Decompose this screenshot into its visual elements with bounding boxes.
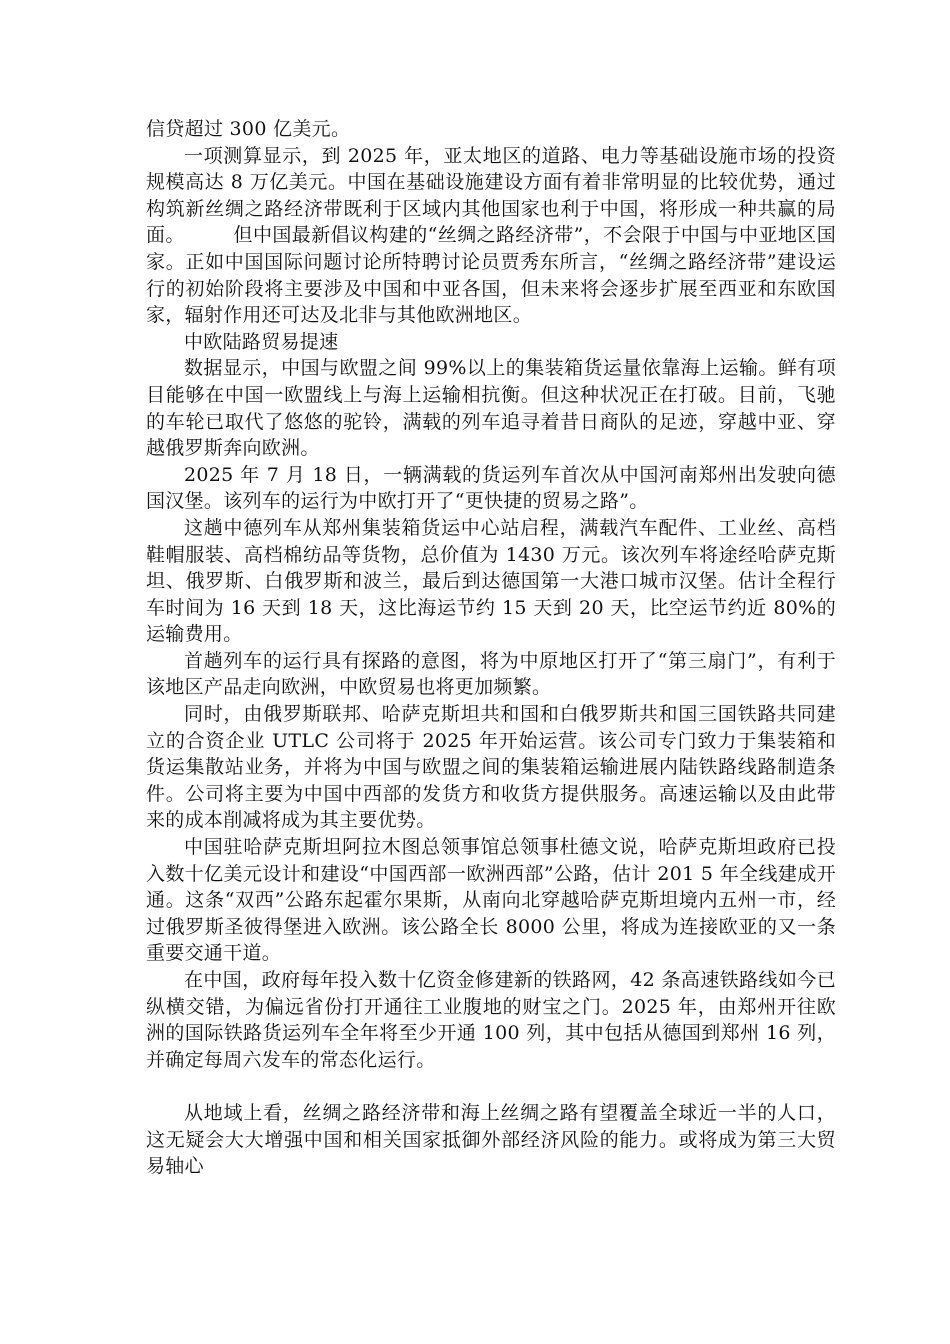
paragraph: 中国驻哈萨克斯坦阿拉木图总领事馆总领事杜德文说，哈萨克斯坦政府已投入数十亿美元设计和建设“中国西部一欧洲西部”公路，估计 201 5 年全线建成开通。这条“双西”公路东起霍尔果斯，从南向北穿越哈萨克斯坦境内五州一市，经过俄罗斯圣彼得堡进入欧洲。该公路全长 8000 公里，将成为连接欧亚的又一条重要交通干道。 <box>146 836 836 965</box>
paragraph: 同时，由俄罗斯联邦、哈萨克斯坦共和国和白俄罗斯共和国三国铁路共同建立的合资企业 UTLC 公司将于 2025 年开始运营。该公司专门致力于集装箱和货运集散站业务，并将为中国与欧盟之间的集装箱运输进展内陆铁路线路制造条件。公司将主要为中国中西部的发货方和收货方提供服务。高速运输以及由此带来的成本削减将成为其主要优势。 <box>146 703 836 832</box>
section-heading: 中欧陆路贸易提速 <box>184 330 339 353</box>
paragraph: 2025 年 7 月 18 日，一辆满载的货运列车首次从中国河南郑州出发驶向德国汉堡。该列车的运行为中欧打开了“更快捷的贸易之路”。 <box>146 463 836 513</box>
paragraph: 一项测算显示，到 2025 年，亚太地区的道路、电力等基础设施市场的投资规模高达 8 万亿美元。中国在基础设施建设方面有着非常明显的比较优势，通过构筑新丝绸之路经济带既利于区域内其他国家也利于中国，将形成一种共赢的局面。 但中国最新倡议构建的“丝绸之路经济带”，不会限于中国与中亚地区国家。正如中国国际问题讨论所特聘讨论员贾秀东所言，“丝绸之路经济带”建设运行的初始阶段将主要涉及中国和中亚各国，但未来将会逐步扩展至西亚和东欧国家，辐射作用还可达及北非与其他欧洲地区。 <box>146 144 836 327</box>
document-body <box>146 116 836 1180</box>
paragraph: 首趟列车的运行具有探路的意图，将为中原地区打开了“第三扇门”，有利于该地区产品走向欧洲，中欧贸易也将更加频繁。 <box>146 649 836 699</box>
paragraph: 信贷超过 300 亿美元。 <box>146 118 351 140</box>
paragraph: 从地域上看，丝绸之路经济带和海上丝绸之路有望覆盖全球近一半的人口，这无疑会大大增强中国和相关国家抵御外部经济风险的能力。或将成为第三大贸易轴心 <box>146 1101 836 1178</box>
paragraph: 数据显示，中国与欧盟之间 99%以上的集装箱货运量依靠海上运输。鲜有项目能够在中国一欧盟线上与海上运输相抗衡。但这种状况正在打破。目前，飞驰的车轮已取代了悠悠的驼铃，满载的列车追寻着昔日商队的足迹，穿越中亚、穿越俄罗斯奔向欧洲。 <box>146 357 836 460</box>
paragraph: 在中国，政府每年投入数十亿资金修建新的铁路网，42 条高速铁路线如今已纵横交错，为偏远省份打开通往工业腹地的财宝之门。2025 年，由郑州开往欧洲的国际铁路货运列车全年将至少开通 100 列，其中包括从德国到郑州 16 列，并确定每周六发车的常态化运行。 <box>146 969 836 1071</box>
paragraph: 这趟中德列车从郑州集装箱货运中心站启程，满载汽车配件、工业丝、高档鞋帽服装、高档棉纺品等货物，总价值为 1430 万元。该次列车将途经哈萨克斯坦、俄罗斯、白俄罗斯和波兰，最后到达德国第一大港口城市汉堡。估计全程行车时间为 16 天到 18 天，这比海运节约 15 天到 20 天，比空运节约近 80%的运输费用。 <box>146 516 836 646</box>
